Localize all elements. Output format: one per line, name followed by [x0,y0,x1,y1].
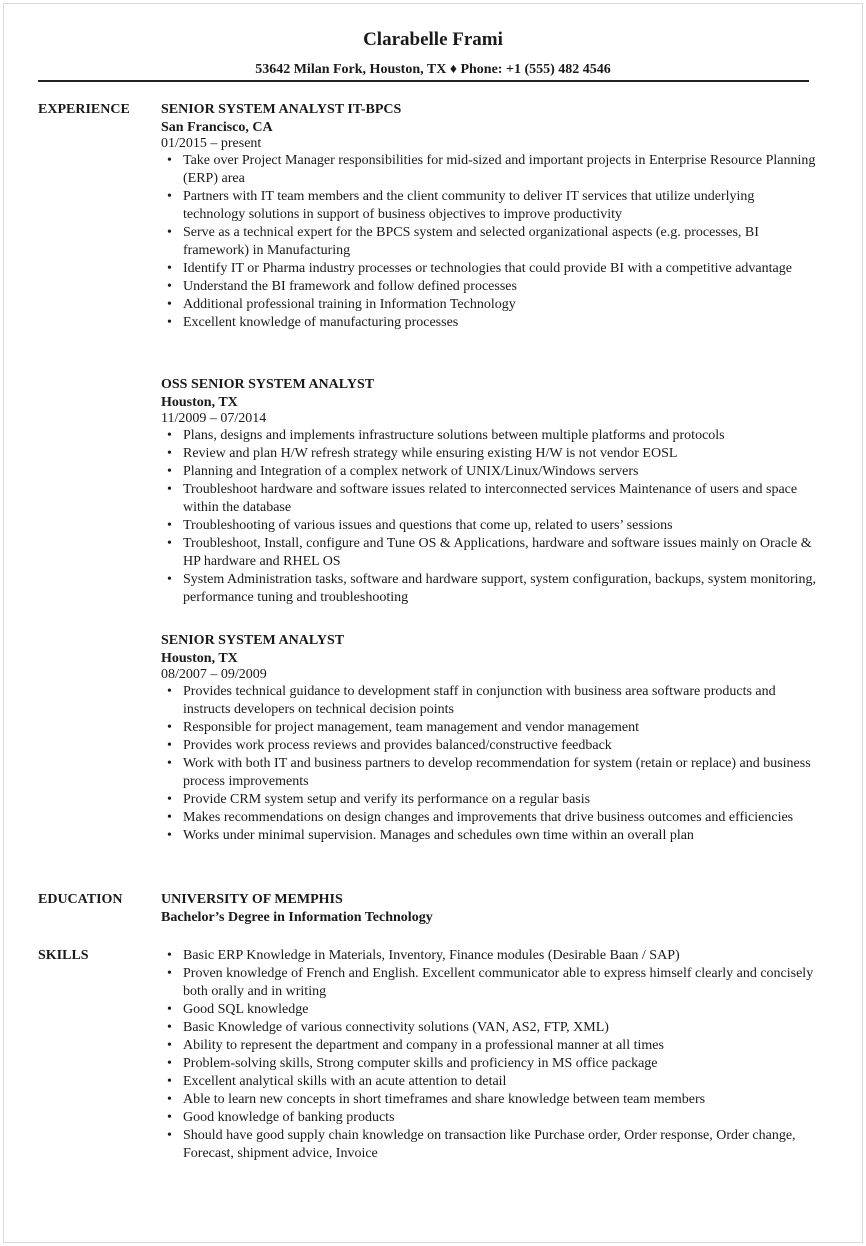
bullet-item: • Review and plan H/W refresh strategy while ensuring existing H/W is not vendor EOSL [161,445,818,463]
job-location: San Francisco, CA [161,120,273,135]
bullet-item: • Understand the BI framework and follow defined processes [161,278,818,296]
skill-item: • Ability to represent the department and company in a professional manner at all times [161,1037,818,1055]
job-location: Houston, TX [161,395,238,410]
candidate-name: Clarabelle Frami [363,29,503,50]
job-bullets [161,683,818,845]
bullet-item: • Planning and Integration of a complex network of UNIX/Linux/Windows servers [161,463,818,481]
bullet-item: • Take over Project Manager responsibilities for mid-sized and important projects in Enterprise Resource Planning (ERP) area [161,152,818,188]
bullet-item: • Responsible for project management, team management and vendor management [161,719,818,737]
school-name: UNIVERSITY OF MEMPHIS [161,892,343,907]
skill-item: • Able to learn new concepts in short timeframes and share knowledge between team members [161,1091,818,1109]
bullet-item: • Works under minimal supervision. Manages and schedules own time within an overall plan [161,827,818,845]
skill-item: • Problem-solving skills, Strong computer skills and proficiency in MS office package [161,1055,818,1073]
bullet-item: • Provides work process reviews and provides balanced/constructive feedback [161,737,818,755]
job-dates: 01/2015 – present [161,136,262,151]
bullet-item: • Identify IT or Pharma industry processes or technologies that could provide BI with a competitive advantage [161,260,818,278]
job-title: SENIOR SYSTEM ANALYST [161,633,345,648]
job-location: Houston, TX [161,651,238,666]
job-dates: 08/2007 – 09/2009 [161,667,267,682]
skill-item: • Should have good supply chain knowledge on transaction like Purchase order, Order response, Order change, Forecast, shipment advice, Invoice [161,1127,818,1163]
bullet-item: • Troubleshoot hardware and software issues related to interconnected services Maintenance of users and space within the database [161,481,818,517]
skill-item: • Proven knowledge of French and English. Excellent communicator able to express himself clearly and concisely both orally and in writing [161,965,818,1001]
skill-item: • Good knowledge of banking products [161,1109,818,1127]
bullet-item: • Partners with IT team members and the client community to deliver IT services that utilize underlying technology solutions in support of business objectives to improve productivity [161,188,818,224]
job-dates: 11/2009 – 07/2014 [161,411,267,426]
bullet-item: • Troubleshoot, Install, configure and Tune OS & Applications, hardware and software issues mainly on Oracle & HP hardware and RHEL OS [161,535,818,571]
skill-item: • Good SQL knowledge [161,1001,818,1019]
section-label-experience: EXPERIENCE [38,102,130,117]
bullet-item: • Additional professional training in Information Technology [161,296,818,314]
contact-line: 53642 Milan Fork, Houston, TX ♦ Phone: +1 (555) 482 4546 [255,62,611,77]
bullet-item: • Plans, designs and implements infrastructure solutions between multiple platforms and protocols [161,427,818,445]
degree-name: Bachelor’s Degree in Information Technology [161,910,433,925]
skills-body [161,947,818,1163]
education-body [161,891,818,926]
bullet-item: • Makes recommendations on design changes and improvements that drive business outcomes and efficiencies [161,809,818,827]
bullet-item: • System Administration tasks, software and hardware support, system configuration, backups, system monitoring, performance tuning and troubleshooting [161,571,818,607]
job-title: OSS SENIOR SYSTEM ANALYST [161,377,375,392]
section-label-skills: SKILLS [38,948,89,963]
bullet-item: • Provide CRM system setup and verify its performance on a regular basis [161,791,818,809]
bullet-item: • Troubleshooting of various issues and questions that come up, related to users’ sessions [161,517,818,535]
bullet-item: • Excellent knowledge of manufacturing processes [161,314,818,332]
section-label-education: EDUCATION [38,892,123,907]
job-title: SENIOR SYSTEM ANALYST IT-BPCS [161,102,402,117]
job-bullets [161,152,818,332]
bullet-item: • Serve as a technical expert for the BPCS system and selected organizational aspects (e.g. processes, BI framework) in Manufacturing [161,224,818,260]
job-entry [161,632,818,845]
job-entry [161,101,818,332]
skill-item: • Basic ERP Knowledge in Materials, Inventory, Finance modules (Desirable Baan / SAP) [161,947,818,965]
job-bullets [161,427,818,607]
skill-item: • Basic Knowledge of various connectivity solutions (VAN, AS2, FTP, XML) [161,1019,818,1037]
job-entry [161,376,818,607]
skills-list [161,947,818,1163]
header-divider [38,80,809,82]
bullet-item: • Provides technical guidance to development staff in conjunction with business area software products and instructs developers on technical decision points [161,683,818,719]
skill-item: • Excellent analytical skills with an acute attention to detail [161,1073,818,1091]
bullet-item: • Work with both IT and business partners to develop recommendation for system (retain or replace) and business process improvements [161,755,818,791]
